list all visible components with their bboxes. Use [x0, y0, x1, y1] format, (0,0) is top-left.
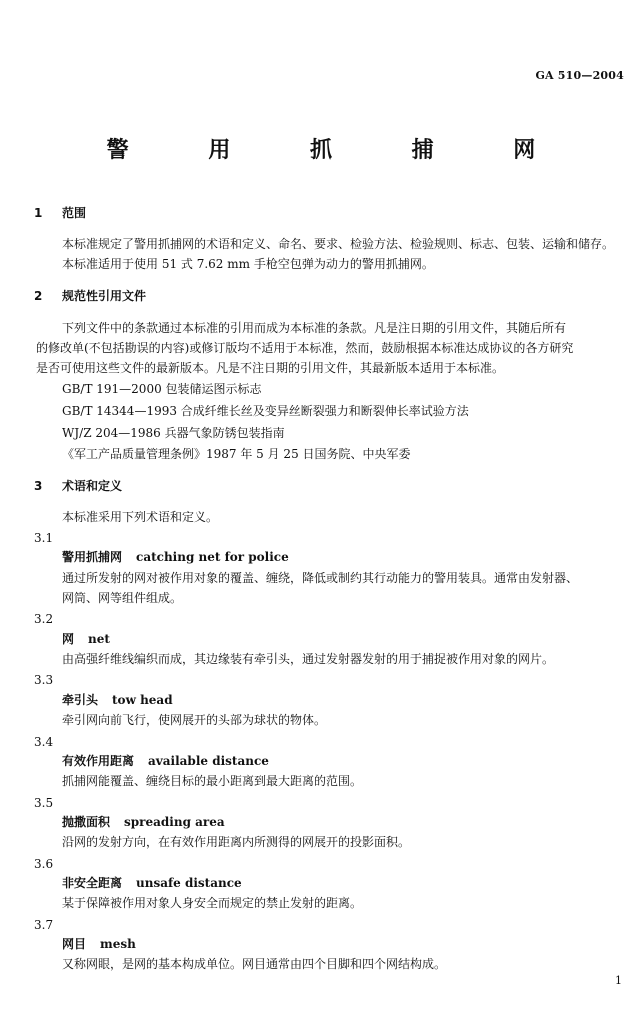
term-english: catching net for police — [136, 550, 289, 564]
term-definition: 某于保障被作用对象人身安全而规定的禁止发射的距离。 — [62, 896, 363, 910]
standard-number: GA 510—2004 — [535, 69, 624, 82]
term-chinese: 有效作用距离 — [62, 754, 135, 768]
term-chinese: 抛撒面积 — [62, 815, 111, 829]
term-number: 3.1 — [34, 531, 54, 545]
document-title: 警 用 抓 捕 网 — [106, 137, 572, 163]
term-english: available distance — [148, 754, 269, 768]
reference-item: WJ/Z 204—1986 兵器气象防锈包装指南 — [62, 426, 285, 440]
section-1-paragraph-1: 本标准规定了警用抓捕网的术语和定义、命名、要求、检验方法、检验规则、标志、包装、运输和储存。 — [62, 237, 615, 251]
term-heading — [62, 936, 136, 952]
term-heading — [62, 814, 225, 830]
section-2-heading: 规范性引用文件 — [62, 289, 147, 303]
term-english: unsafe distance — [136, 876, 242, 890]
term-definition: 抓捕网能覆盖、缠绕目标的最小距离到最大距离的范围。 — [62, 774, 363, 788]
term-chinese: 警用抓捕网 — [62, 550, 123, 564]
term-number: 3.3 — [34, 673, 54, 687]
term-definition: 通过所发射的网对被作用对象的覆盖、缠绕，降低或制约其行动能力的警用装具。通常由发射器、 — [62, 571, 579, 585]
section-1-heading: 范围 — [62, 206, 87, 220]
term-heading — [62, 875, 242, 891]
term-heading — [62, 631, 110, 647]
term-definition: 又称网眼，是网的基本构成单位。网目通常由四个目脚和四个网结构成。 — [62, 957, 447, 971]
term-chinese: 网目 — [62, 937, 87, 951]
term-english: net — [88, 632, 110, 646]
section-2-paragraph-line-2: 的修改单(不包括勘误的内容)或修订版均不适用于本标准，然而，鼓励根据本标准达成协议的各方研究 — [36, 341, 574, 355]
reference-item: GB/T 14344—1993 合成纤维长丝及变异丝断裂强力和断裂伸长率试验方法 — [62, 404, 469, 418]
term-number: 3.4 — [34, 735, 54, 749]
section-3-number: 3 — [34, 479, 43, 493]
term-number: 3.2 — [34, 612, 54, 626]
reference-item: 《军工产品质量管理条例》1987 年 5 月 25 日国务院、中央军委 — [62, 447, 411, 461]
term-definition: 由高强纤维线编织而成，其边缘装有牵引头，通过发射器发射的用于捕捉被作用对象的网片。 — [62, 652, 555, 666]
term-chinese: 非安全距离 — [62, 876, 123, 890]
section-2-paragraph-line-1: 下列文件中的条款通过本标准的引用而成为本标准的条款。凡是注日期的引用文件，其随后所有 — [62, 321, 567, 335]
section-3-heading: 术语和定义 — [62, 479, 123, 493]
term-chinese: 牵引头 — [62, 693, 99, 707]
section-2-paragraph-line-3: 是否可使用这些文件的最新版本。凡是不注日期的引用文件，其最新版本适用于本标准。 — [36, 361, 505, 375]
term-heading — [62, 692, 173, 708]
term-english: mesh — [100, 937, 136, 951]
section-3-intro: 本标准采用下列术语和定义。 — [62, 510, 219, 524]
term-english: tow head — [112, 693, 173, 707]
term-definition: 沿网的发射方向，在有效作用距离内所测得的网展开的投影面积。 — [62, 835, 411, 849]
term-number: 3.7 — [34, 918, 54, 932]
term-number: 3.6 — [34, 857, 54, 871]
section-2-number: 2 — [34, 289, 43, 303]
section-1-number: 1 — [34, 206, 43, 220]
term-english: spreading area — [124, 815, 225, 829]
page-number: 1 — [615, 974, 622, 987]
term-definition: 牵引网向前飞行，使网展开的头部为球状的物体。 — [62, 713, 327, 727]
reference-item: GB/T 191—2000 包装储运图示标志 — [62, 382, 262, 396]
term-number: 3.5 — [34, 796, 54, 810]
term-definition: 网筒、网等组件组成。 — [62, 591, 183, 605]
section-1-paragraph-2: 本标准适用于使用 51 式 7.62 mm 手枪空包弹为动力的警用抓捕网。 — [62, 257, 434, 271]
term-heading — [62, 753, 269, 769]
term-chinese: 网 — [62, 632, 75, 646]
term-heading — [62, 549, 289, 565]
